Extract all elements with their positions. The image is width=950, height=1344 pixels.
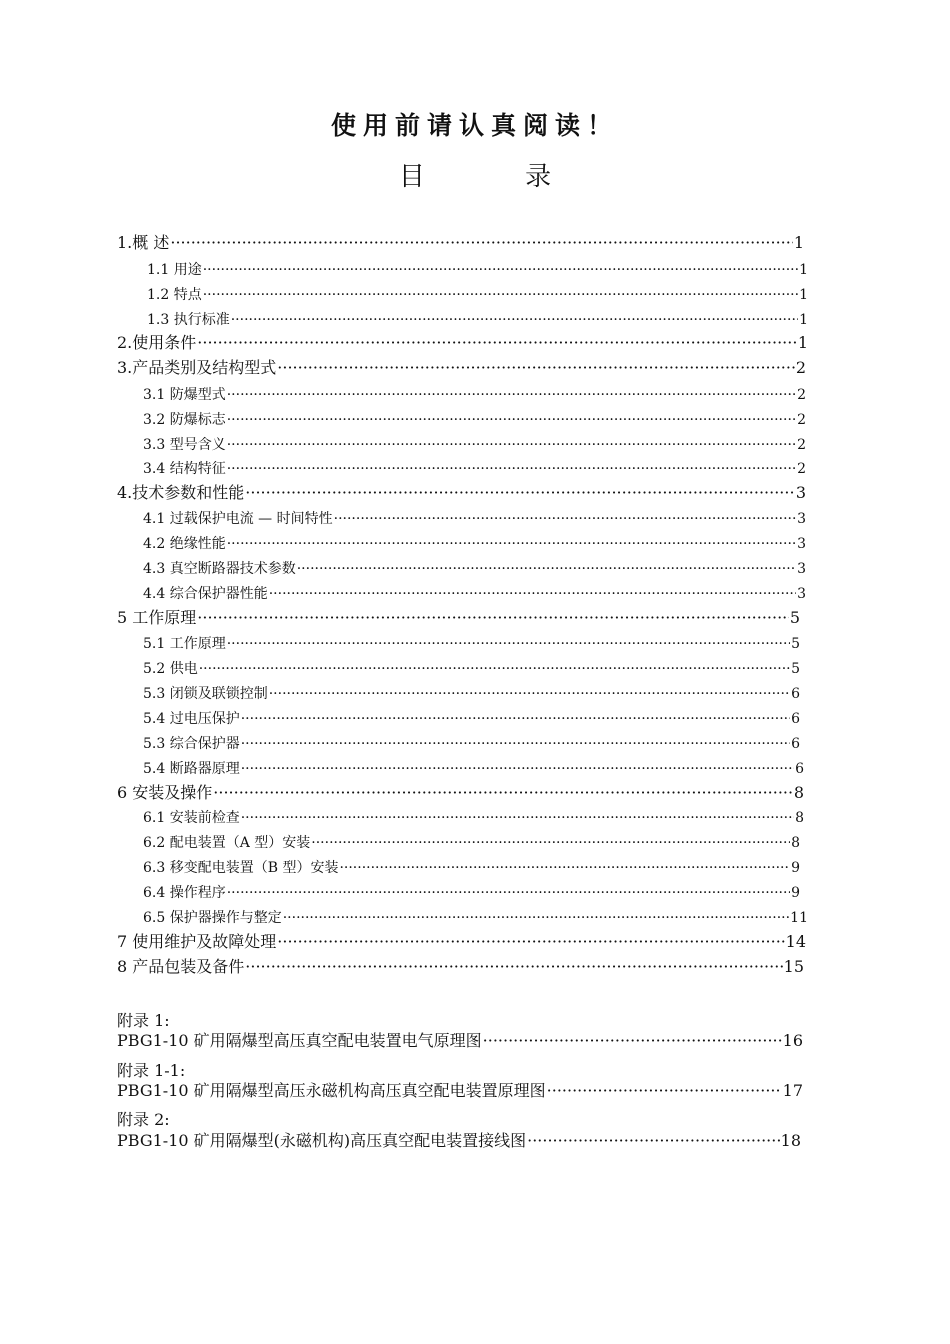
toc-entry-label: 1.概 述 (117, 233, 170, 252)
toc-leader (227, 438, 796, 452)
toc-entry-label: 3.3 型号含义 (143, 437, 226, 453)
toc-entry-label: 6.4 操作程序 (143, 885, 226, 901)
appendix-page: 16 (782, 1031, 803, 1050)
appendix-entry-2[interactable] (117, 1133, 801, 1149)
toc-entry-6-5[interactable] (143, 911, 808, 925)
toc-leader (269, 587, 796, 601)
toc-entry-page: 14 (785, 932, 806, 951)
toc-entry-page: 1 (799, 262, 808, 278)
toc-entry-1[interactable] (117, 235, 804, 251)
toc-entry-3-3[interactable] (143, 438, 806, 452)
toc-entry-label: 4.3 真空断路器技术参数 (143, 561, 296, 577)
toc-entry-page: 2 (797, 437, 806, 453)
toc-entry-6-2[interactable] (143, 836, 800, 850)
toc-entry-4[interactable] (117, 485, 806, 501)
toc-entry-2[interactable] (117, 335, 808, 351)
toc-title: 目 录 (398, 162, 598, 192)
toc-entry-page: 1 (799, 287, 808, 303)
toc-entry-1-3[interactable] (147, 313, 808, 327)
toc-entry-page: 1 (793, 233, 804, 252)
toc-entry-page: 3 (797, 561, 806, 577)
toc-entry-label: 6.1 安装前检查 (143, 810, 240, 826)
toc-leader (199, 662, 790, 676)
appendix-heading-2: 附录 2: (117, 1110, 170, 1129)
toc-leader (241, 762, 794, 776)
toc-entry-page: 2 (797, 461, 806, 477)
appendix-heading-1: 附录 1: (117, 1011, 170, 1030)
toc-entry-page: 9 (791, 885, 800, 901)
toc-entry-label: 6 安装及操作 (117, 783, 213, 802)
toc-entry-label: 1.3 执行标准 (147, 312, 230, 328)
toc-entry-label: 1.1 用途 (147, 262, 202, 278)
toc-entry-5-1[interactable] (143, 637, 800, 651)
toc-leader (227, 388, 796, 402)
toc-entry-page: 3 (795, 483, 806, 502)
toc-leader (527, 1133, 780, 1149)
appendix-title: PBG1-10 矿用隔爆型(永磁机构)高压真空配电装置接线图 (117, 1131, 527, 1150)
toc-entry-5[interactable] (117, 610, 800, 626)
appendix-page: 18 (780, 1131, 801, 1150)
toc-entry-5-3[interactable] (143, 687, 800, 701)
toc-leader (227, 637, 790, 651)
toc-entry-page: 9 (791, 860, 800, 876)
toc-entry-6-3[interactable] (143, 861, 800, 875)
toc-entry-page: 6 (791, 686, 800, 702)
toc-entry-label: 4.1 过载保护电流 — 时间特性 (143, 511, 333, 527)
toc-leader (241, 712, 790, 726)
toc-leader (197, 335, 797, 351)
toc-entry-page: 6 (791, 711, 800, 727)
toc-leader (227, 413, 796, 427)
toc-entry-label: 4.4 综合保护器性能 (143, 586, 268, 602)
toc-entry-label: 5.4 断路器原理 (143, 761, 240, 777)
appendix-entry-1-1[interactable] (117, 1083, 803, 1099)
toc-entry-label: 3.产品类别及结构型式 (117, 358, 277, 377)
toc-leader (245, 485, 795, 501)
toc-entry-label: 4.2 绝缘性能 (143, 536, 226, 552)
toc-entry-label: 5.3 闭锁及联锁控制 (143, 686, 268, 702)
toc-entry-4-2[interactable] (143, 537, 806, 551)
toc-entry-7[interactable] (117, 934, 806, 950)
toc-leader (231, 313, 798, 327)
toc-entry-label: 6.3 移变配电装置（B 型）安装 (143, 860, 339, 876)
toc-entry-6-1[interactable] (143, 811, 804, 825)
toc-leader (170, 235, 792, 251)
toc-entry-label: 1.2 特点 (147, 287, 202, 303)
toc-leader (277, 360, 795, 376)
toc-entry-label: 3.4 结构特征 (143, 461, 226, 477)
toc-leader (277, 934, 784, 950)
toc-leader (297, 562, 796, 576)
toc-entry-8[interactable] (117, 959, 804, 975)
toc-entry-page: 1 (797, 333, 808, 352)
toc-entry-label: 5.2 供电 (143, 661, 198, 677)
toc-entry-label: 6.5 保护器操作与整定 (143, 910, 282, 926)
toc-entry-4-4[interactable] (143, 587, 806, 601)
toc-leader (245, 959, 782, 975)
toc-entry-5-4[interactable] (143, 712, 800, 726)
toc-entry-label: 6.2 配电装置（A 型）安装 (143, 835, 311, 851)
toc-entry-page: 2 (797, 412, 806, 428)
toc-leader (197, 610, 789, 626)
toc-leader (334, 512, 796, 526)
toc-entry-4-3[interactable] (143, 562, 806, 576)
toc-entry-label: 5.4 过电压保护 (143, 711, 240, 727)
toc-leader (241, 737, 790, 751)
toc-entry-label: 5.1 工作原理 (143, 636, 226, 652)
toc-entry-page: 8 (795, 810, 804, 826)
toc-leader (227, 886, 790, 900)
toc-entry-label: 3.2 防爆标志 (143, 412, 226, 428)
toc-entry-label: 5 工作原理 (117, 608, 197, 627)
toc-entry-label: 4.技术参数和性能 (117, 483, 245, 502)
toc-entry-label: 5.3 综合保护器 (143, 736, 240, 752)
toc-entry-page: 3 (797, 536, 806, 552)
toc-leader (269, 687, 790, 701)
toc-leader (213, 785, 793, 801)
toc-entry-page: 6 (795, 761, 804, 777)
toc-entry-4-1[interactable] (143, 512, 806, 526)
toc-leader (483, 1033, 782, 1049)
toc-entry-page: 6 (791, 736, 800, 752)
toc-entry-page: 5 (791, 636, 800, 652)
toc-entry-6[interactable] (117, 785, 804, 801)
toc-entry-page: 1 (799, 312, 808, 328)
appendix-page: 17 (782, 1081, 803, 1100)
toc-entry-page: 3 (797, 586, 806, 602)
toc-leader (227, 537, 796, 551)
warning-title: 使用前请认真阅读！ (330, 111, 619, 140)
toc-entry-3[interactable] (117, 360, 806, 376)
toc-leader (241, 811, 794, 825)
appendix-title: PBG1-10 矿用隔爆型高压真空配电装置电气原理图 (117, 1031, 482, 1050)
toc-entry-page: 5 (791, 661, 800, 677)
toc-leader (311, 836, 790, 850)
appendix-entry-1[interactable] (117, 1033, 803, 1049)
appendix-title: PBG1-10 矿用隔爆型高压永磁机构高压真空配电装置原理图 (117, 1081, 546, 1100)
toc-leader (547, 1083, 782, 1099)
toc-entry-page: 8 (791, 835, 800, 851)
toc-entry-page: 3 (797, 511, 806, 527)
toc-entry-page: 15 (783, 957, 804, 976)
toc-entry-1-2[interactable] (147, 288, 808, 302)
appendix-heading-1-1: 附录 1-1: (117, 1061, 186, 1080)
toc-entry-3-1[interactable] (143, 388, 806, 402)
toc-leader (227, 462, 796, 476)
toc-entry-label: 3.1 防爆型式 (143, 387, 226, 403)
toc-entry-page: 2 (797, 387, 806, 403)
toc-entry-label: 8 产品包装及备件 (117, 957, 245, 976)
toc-entry-5-2[interactable] (143, 662, 800, 676)
toc-entry-page: 2 (795, 358, 806, 377)
toc-leader (283, 911, 789, 925)
toc-entry-5-4b[interactable] (143, 762, 804, 776)
toc-entry-3-2[interactable] (143, 413, 806, 427)
toc-entry-6-4[interactable] (143, 886, 800, 900)
toc-leader (339, 861, 790, 875)
toc-entry-page: 5 (789, 608, 800, 627)
toc-entry-3-4[interactable] (143, 462, 806, 476)
toc-entry-label: 2.使用条件 (117, 333, 197, 352)
toc-leader (203, 263, 798, 277)
toc-entry-1-1[interactable] (147, 263, 808, 277)
toc-entry-page: 8 (793, 783, 804, 802)
toc-entry-label: 7 使用维护及故障处理 (117, 932, 277, 951)
toc-entry-5-3b[interactable] (143, 737, 800, 751)
toc-leader (203, 288, 798, 302)
toc-entry-page: 11 (790, 910, 808, 926)
